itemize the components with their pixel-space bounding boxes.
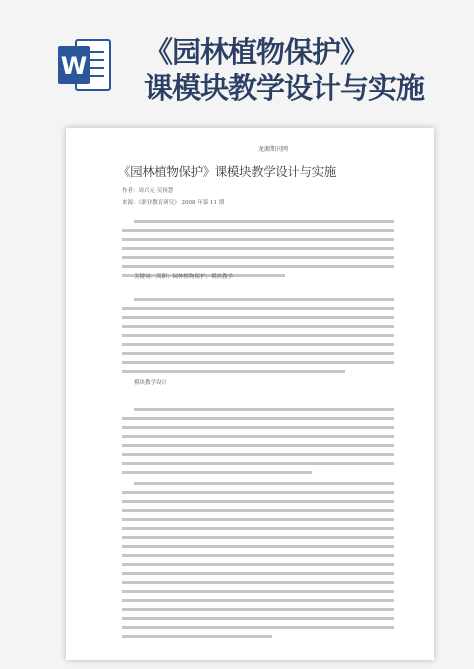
banner-header — [0, 0, 474, 120]
section-heading: 模块教学设计 — [134, 380, 168, 386]
document-page — [66, 128, 434, 660]
intro-paragraph — [122, 298, 394, 379]
word-icon-letter: W — [60, 52, 88, 80]
body-paragraph-1 — [122, 408, 394, 480]
body-paragraph-2 — [122, 482, 394, 644]
document-title: 《园林植物保护》课模块教学设计与实施 — [118, 164, 336, 179]
authors-line: 作者：周兴元 吴扬慧 — [122, 188, 174, 194]
banner-title-line-2: 课模块教学设计与实施 — [144, 71, 425, 105]
source-top: 龙源期刊网 — [258, 146, 289, 153]
keywords-line: 关键词：高职；园林植物保护；模块教学 — [134, 274, 234, 280]
word-document-icon — [58, 36, 112, 94]
source-line: 来源：《职业教育研究》 2008 年第 11 期 — [122, 200, 225, 206]
banner-title-line-1: 《园林植物保护》 — [144, 35, 369, 69]
